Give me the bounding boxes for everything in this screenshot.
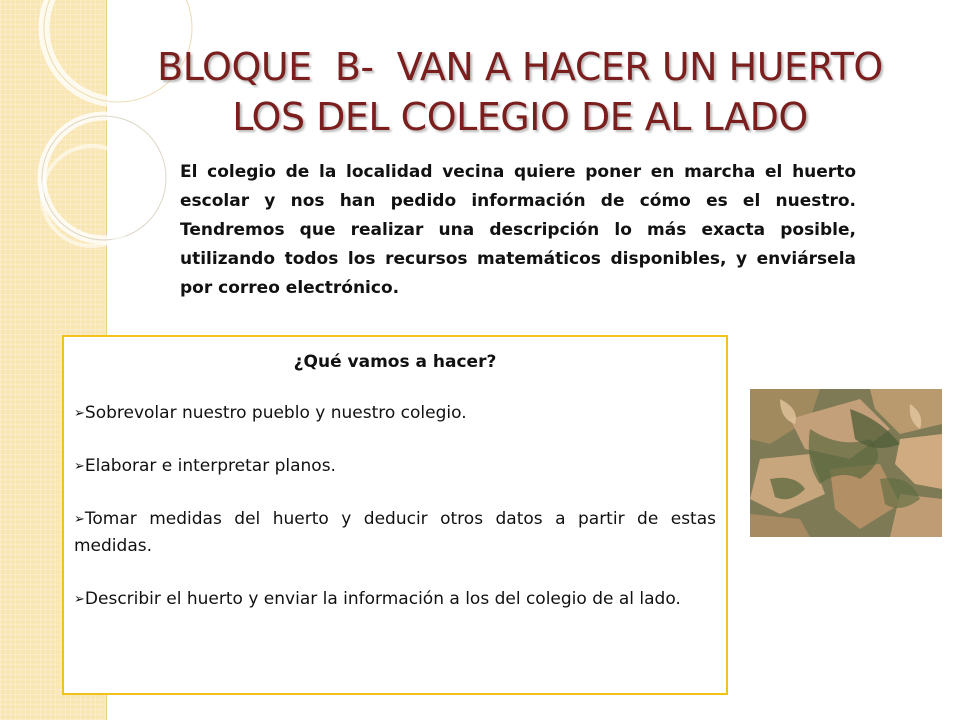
task-list bbox=[74, 400, 716, 613]
slide-title bbox=[120, 42, 920, 142]
task-text: Sobrevolar nuestro pueblo y nuestro colegio. bbox=[84, 403, 467, 423]
list-item bbox=[74, 400, 716, 427]
title-line-1: BLOQUE B- VAN A HACER UN HUERTO bbox=[157, 45, 883, 89]
title-line-2: LOS DEL COLEGIO DE AL LADO bbox=[232, 95, 808, 139]
arrow-bullet-icon: ➢ bbox=[74, 512, 85, 527]
list-item bbox=[74, 506, 716, 560]
task-box bbox=[62, 335, 728, 695]
arrow-bullet-icon: ➢ bbox=[74, 592, 85, 607]
aerial-photo-icon bbox=[750, 389, 960, 537]
task-text: Tomar medidas del huerto y deducir otros datos a partir de estas medidas. bbox=[74, 509, 716, 556]
arrow-bullet-icon: ➢ bbox=[74, 459, 85, 474]
list-item bbox=[74, 453, 716, 480]
list-item bbox=[74, 586, 716, 613]
arrow-bullet-icon: ➢ bbox=[74, 406, 85, 421]
intro-paragraph: El colegio de la localidad vecina quiere poner en marcha el huerto escolar y nos han pedido información de cómo es el nuestro. Tendremos que realizar una descripción lo más exacta posible, utilizando todos los recursos matemáticos disponibles, y enviársela por correo electrónico. bbox=[180, 162, 856, 298]
task-text: Elaborar e interpretar planos. bbox=[84, 456, 336, 476]
task-heading: ¿Qué vamos a hacer? bbox=[293, 352, 497, 372]
task-text: Describir el huerto y enviar la información a los del colegio de al lado. bbox=[84, 589, 681, 609]
